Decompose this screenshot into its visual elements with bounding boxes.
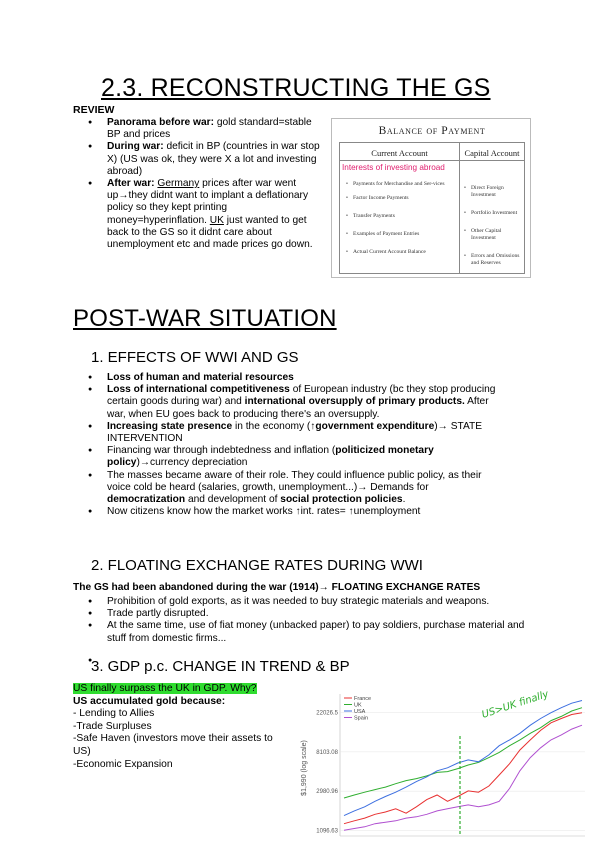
section-1-list <box>107 372 507 518</box>
gold-reason: -Safe Haven (investors move their assets to US) <box>73 733 273 757</box>
effect-item: ● Loss of international competitiveness of European industry (bc they stop producing certain goods during war) and international oversupply of primary products. After war, when EU goes back to producing there's an oversupply. <box>107 384 507 421</box>
gold-reason: -Economic Expansion <box>73 758 173 770</box>
current-account-header: Current Account <box>371 148 428 158</box>
section-2-heading: 2. FLOATING EXCHANGE RATES DURING WWI <box>91 557 423 574</box>
effect-item: ● Increasing state presence in the economy (↑government expenditure)→ STATE INTERVENTION <box>107 421 507 445</box>
bop-capital-item: • Other Capital Investment <box>464 228 524 242</box>
bop-capital-item: • Portfolio Investment <box>464 210 524 217</box>
section-3-heading: 3. GDP p.c. CHANGE IN TREND & BP <box>91 658 350 675</box>
review-list <box>107 117 325 251</box>
bop-title: Balance of Payment <box>378 125 486 137</box>
chart-annotation: US>UK finally <box>480 688 551 721</box>
review-item-during: ● During war: deficit in BP (countries in war stop X) (US was ok, they were X a lot and investing abroad) <box>107 141 325 178</box>
legend-label: Spain <box>354 715 369 722</box>
gold-reason: -Trade Surpluses <box>73 720 152 732</box>
bop-capital-item: • Errors and Omissions and Reserves <box>464 253 524 267</box>
y-tick-label: 8103.08 <box>316 749 338 756</box>
series-line-spain <box>344 725 582 830</box>
series-line-france <box>344 713 582 824</box>
gold-reason: - Lending to Allies <box>73 708 155 720</box>
legend-label: USA <box>354 709 366 715</box>
gold-heading: US accumulated gold because: <box>73 695 226 707</box>
effect-item: ● Loss of human and material resources <box>107 372 507 384</box>
review-item-after: ● After war: Germany prices after war went up→they didnt want to implant a deflationary policy so they kept printing money=hyperinflation. UK just wanted to get back to the GS so it didnt care about unemployment etc and made prices go down. <box>107 178 325 251</box>
bop-table <box>339 142 525 274</box>
review-heading: REVIEW <box>73 104 115 116</box>
y-tick-label: 2980.96 <box>316 789 338 796</box>
y-tick-label: 22026.5 <box>316 710 338 717</box>
bop-annotation: Interests of investing abroad <box>342 163 445 172</box>
floating-item: ● At the same time, use of fiat money (unbacked paper) to pay soldiers, purchase material and stuff from domestic firms... <box>107 620 527 644</box>
gdp-chart-svg <box>300 688 590 846</box>
legend-label: UK <box>354 702 362 709</box>
floating-item: ● Prohibition of gold exports, as it was needed to buy strategic materials and weapons. <box>107 596 527 608</box>
y-axis-label: $1,990 (log scale) <box>301 740 308 796</box>
bop-current-item: • Payments for Merchandise and Ser-vices <box>346 181 454 188</box>
page-title: 2.3. RECONSTRUCTING THE GS <box>101 74 491 102</box>
y-tick-label: 1096.63 <box>316 828 338 835</box>
section-1-heading: 1. EFFECTS OF WWI AND GS <box>91 349 299 366</box>
gdp-chart <box>300 688 590 846</box>
post-war-heading: POST-WAR SITUATION <box>73 305 337 332</box>
review-item-before: ● Panorama before war: gold standard=stable BP and prices <box>107 117 325 141</box>
floating-item: ● Trade partly disrupted. <box>107 608 527 620</box>
highlighted-question: US finally surpass the UK in GDP. Why? <box>73 683 257 694</box>
legend-label: France <box>354 696 372 702</box>
section-2-lead: The GS had been abandoned during the war (1914)→ FLOATING EXCHANGE RATES <box>73 582 481 593</box>
bop-current-item: • Transfer Payments <box>346 213 454 220</box>
series-line-usa <box>344 701 582 816</box>
effect-item: ● Now citizens know how the market works ↑int. rates= ↑unemployment <box>107 506 507 518</box>
bop-current-item: • Actual Current Account Balance <box>346 249 454 256</box>
effect-item: ● The masses became aware of their role. They could influence public policy, as their voice cold be heard (salaries, growth, unemployment...)→ Demands for democratization and development of social protection policies. <box>107 470 507 507</box>
bop-current-item: • Factor Income Payments <box>346 195 454 202</box>
balance-of-payment-figure <box>331 118 531 278</box>
bop-current-item: • Examples of Payment Entries <box>346 231 454 238</box>
series-line-uk <box>344 708 582 798</box>
section-2-list <box>107 596 527 667</box>
effect-item: ● Financing war through indebtedness and inflation (politicized monetary policy)→currency depreciation <box>107 445 507 469</box>
bop-capital-item: • Direct Foreign Investment <box>464 185 524 199</box>
capital-account-header: Capital Account <box>464 148 520 158</box>
